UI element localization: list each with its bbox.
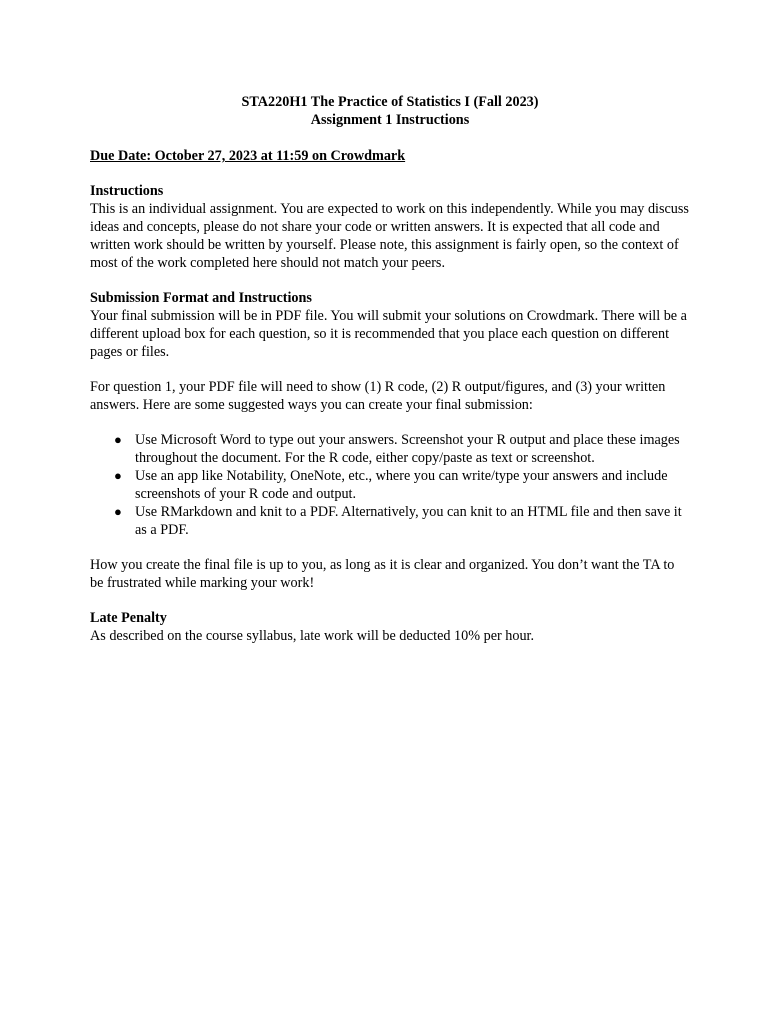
- assignment-title: Assignment 1 Instructions: [310, 112, 470, 128]
- bullet-icon: ●: [114, 432, 122, 447]
- late-penalty-section: [90, 609, 690, 645]
- late-penalty-heading: Late Penalty: [90, 610, 167, 626]
- list-item-text: Use Microsoft Word to type out your answers. Screenshot your R output and place these images throughout the document. For the R code, either copy/paste as text or screenshot.: [135, 432, 680, 466]
- list-item: [114, 467, 690, 503]
- question1-paragraph: For question 1, your PDF file will need to show (1) R code, (2) R output/figures, and (3) your written answers. Here are some suggested ways you can create your final submission:: [90, 379, 666, 413]
- list-item: [114, 503, 690, 539]
- submission-heading: Submission Format and Instructions: [90, 290, 312, 306]
- submission-section: [90, 289, 690, 592]
- due-date: Due Date: October 27, 2023 at 11:59 on Crowdmark: [90, 148, 406, 164]
- document-page: [90, 93, 690, 645]
- list-item: [114, 431, 690, 467]
- submission-options-list: [90, 431, 690, 539]
- document-title: [90, 93, 690, 129]
- bullet-icon: ●: [114, 468, 122, 483]
- late-penalty-body: As described on the course syllabus, late work will be deducted 10% per hour.: [90, 628, 535, 644]
- instructions-body: This is an individual assignment. You are expected to work on this independently. While you may discuss ideas and concepts, please do not share your code or written answers. It is expected that all code and written work should be written by yourself. Please note, this assignment is fairly open, so the context of most of the work completed here should not match your peers.: [90, 201, 689, 271]
- list-item-text: Use RMarkdown and knit to a PDF. Alternatively, you can knit to an HTML file and then save it as a PDF.: [135, 504, 682, 538]
- closing-paragraph: How you create the final file is up to you, as long as it is clear and organized. You don’t want the TA to be frustrated while marking your work!: [90, 557, 675, 591]
- list-item-text: Use an app like Notability, OneNote, etc., where you can write/type your answers and include screenshots of your R code and output.: [135, 468, 668, 502]
- instructions-section: [90, 182, 690, 272]
- bullet-icon: ●: [114, 504, 122, 519]
- course-title: STA220H1 The Practice of Statistics I (Fall 2023): [241, 94, 539, 110]
- instructions-heading: Instructions: [90, 183, 164, 199]
- submission-body: Your final submission will be in PDF file. You will submit your solutions on Crowdmark. There will be a different upload box for each question, so it is recommended that you place each question on different pages or files.: [90, 308, 687, 360]
